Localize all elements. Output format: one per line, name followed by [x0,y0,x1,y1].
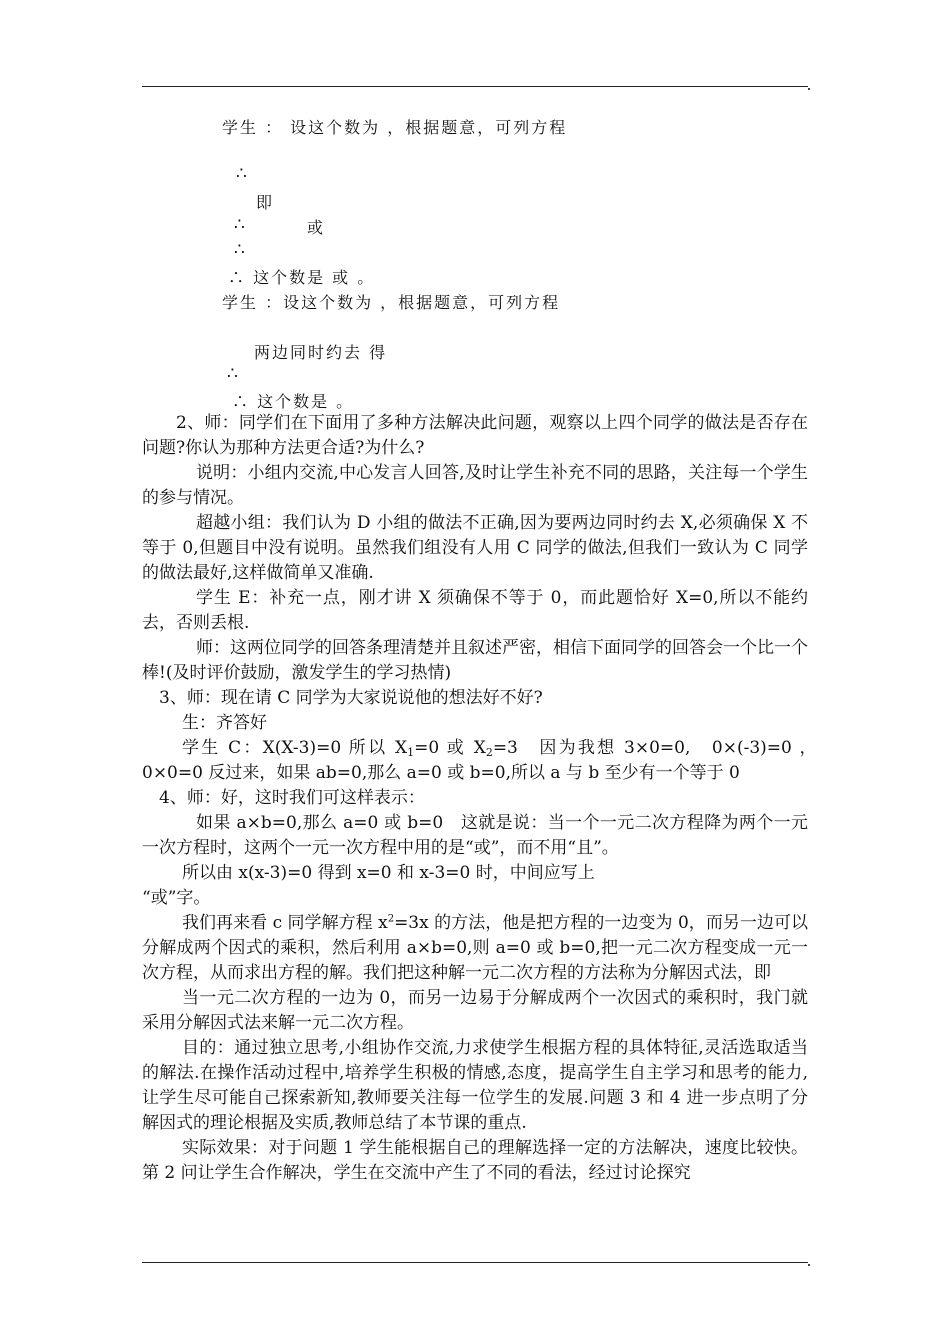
main-body [142,411,825,1186]
footer-rule-mark [808,1264,810,1266]
student-a-huo: 或 [307,218,326,237]
student-b-divide-line: 两边同时约去 得 [254,343,388,362]
student-b-therefore-1: ∴ [227,364,238,384]
student-b-conclusion: ∴ 这个数是 。 [232,392,355,411]
header-rule [142,86,808,87]
question-2-note: 说明：小组内交流,中心发言人回答,及时让学生补充不同的思路，关注每一个学生的参与情况。 [142,463,808,508]
actual-effect-text: 实际效果：对于问题 1 学生能根据自己的理解选择一定的方法解决，速度比较快。第 2 问让学生合作解决，学生在交流中产生了不同的看法，经过讨论探究 [142,1138,808,1183]
student-b-equation-line: 学生 ：设这个数为 ，根据题意，可列方程 [222,293,561,312]
teacher-comment: 师：这两位同学的回答条理清楚并且叙述严密，相信下面同学的回答会一个比一个棒!(及时评价鼓励，激发学生的学习热情) [142,638,808,683]
student-c-answer: 学生 C：X(X-3)=0 所以 $X_1=0$ 或 $X_2=3$ 因为我想 3×0=0, 0×(-3)=0 ， 0×0=0 反过来，如果 ab=0,那么 a=0 或 b=0,所以 a 与 b 至少有一个等于 0 [142,738,825,783]
footer-rule [142,1262,808,1263]
student-a-equation-line: 学生 ： 设这个数为 ，根据题意，可列方程 [222,118,568,137]
student-a-ji: 即 [256,193,275,212]
student-a-therefore-2: ∴ [234,215,245,235]
question-2-text: 2、师：同学们在下面用了多种方法解决此问题，观察以上四个同学的做法是否存在问题?你认为那种方法更合适?为什么? [142,413,808,458]
student-e-answer: 学生 E：补充一点，刚才讲 X 须确保不等于 0，而此题恰好 X=0,所以不能约去，否则丢根. [142,588,808,633]
so-text-line-2: “或”字。 [142,888,211,908]
header-rule-mark [808,88,810,90]
factorization-method-text: 我们再来看 c 同学解方程 $x^2=3x$ 的方法，他是把方程的一边变为 0，而另一边可以分解成两个因式的乘积，然后利用 a×b=0,则 a=0 或 b=0,把一元二次方程变成一元一次方程，从而求出方程的解。我们把这种解一元二次方程的方法称为分解因式法，即 [142,913,808,983]
purpose-text: 目的：通过独立思考,小组协作交流,力求使学生根据方程的具体特征,灵活选取适当的解法.在操作活动过程中,培养学生积极的情感,态度，提高学生自主学习和思考的能力,让学生尽可能自己探索新知,教师要关注每一位学生的发展.问题 3 和 4 进一步点明了分解因式的理论根据及实质,教师总结了本节课的重点. [142,1038,808,1133]
student-a-conclusion: ∴ 这个数是 或 。 [228,268,376,287]
question-4-text: 4、师：好，这时我们可这样表示： [159,788,425,808]
so-text-line-1: 所以由 x(x-3)=0 得到 x=0 和 x-3=0 时，中间应写上 [182,863,595,883]
group-answer: 超越小组：我们认为 D 小组的做法不正确,因为要两边同时约去 X,必须确保 X 不等于 0,但题目中没有说明。虽然我们组没有人用 C 同学的做法,但我们一致认为 C 同学的做法最好,这样做简单又准确. [142,513,808,583]
student-a-therefore-3: ∴ [234,240,245,260]
student-a-therefore-1: ∴ [236,164,247,184]
factorization-definition: 当一元二次方程的一边为 0，而另一边易于分解成两个一次因式的乘积时，我门就采用分解因式法来解一元二次方程。 [142,988,808,1033]
or-rule-text: 如果 a×b=0,那么 a=0 或 b=0 这就是说：当一个一元二次方程降为两个一元一次方程时，这两个一元一次方程中用的是“或”，而不用“且”。 [142,813,808,858]
class-answer: 生：齐答好 [182,713,267,733]
question-3-text: 3、师：现在请 C 同学为大家说说他的想法好不好? [159,688,543,708]
